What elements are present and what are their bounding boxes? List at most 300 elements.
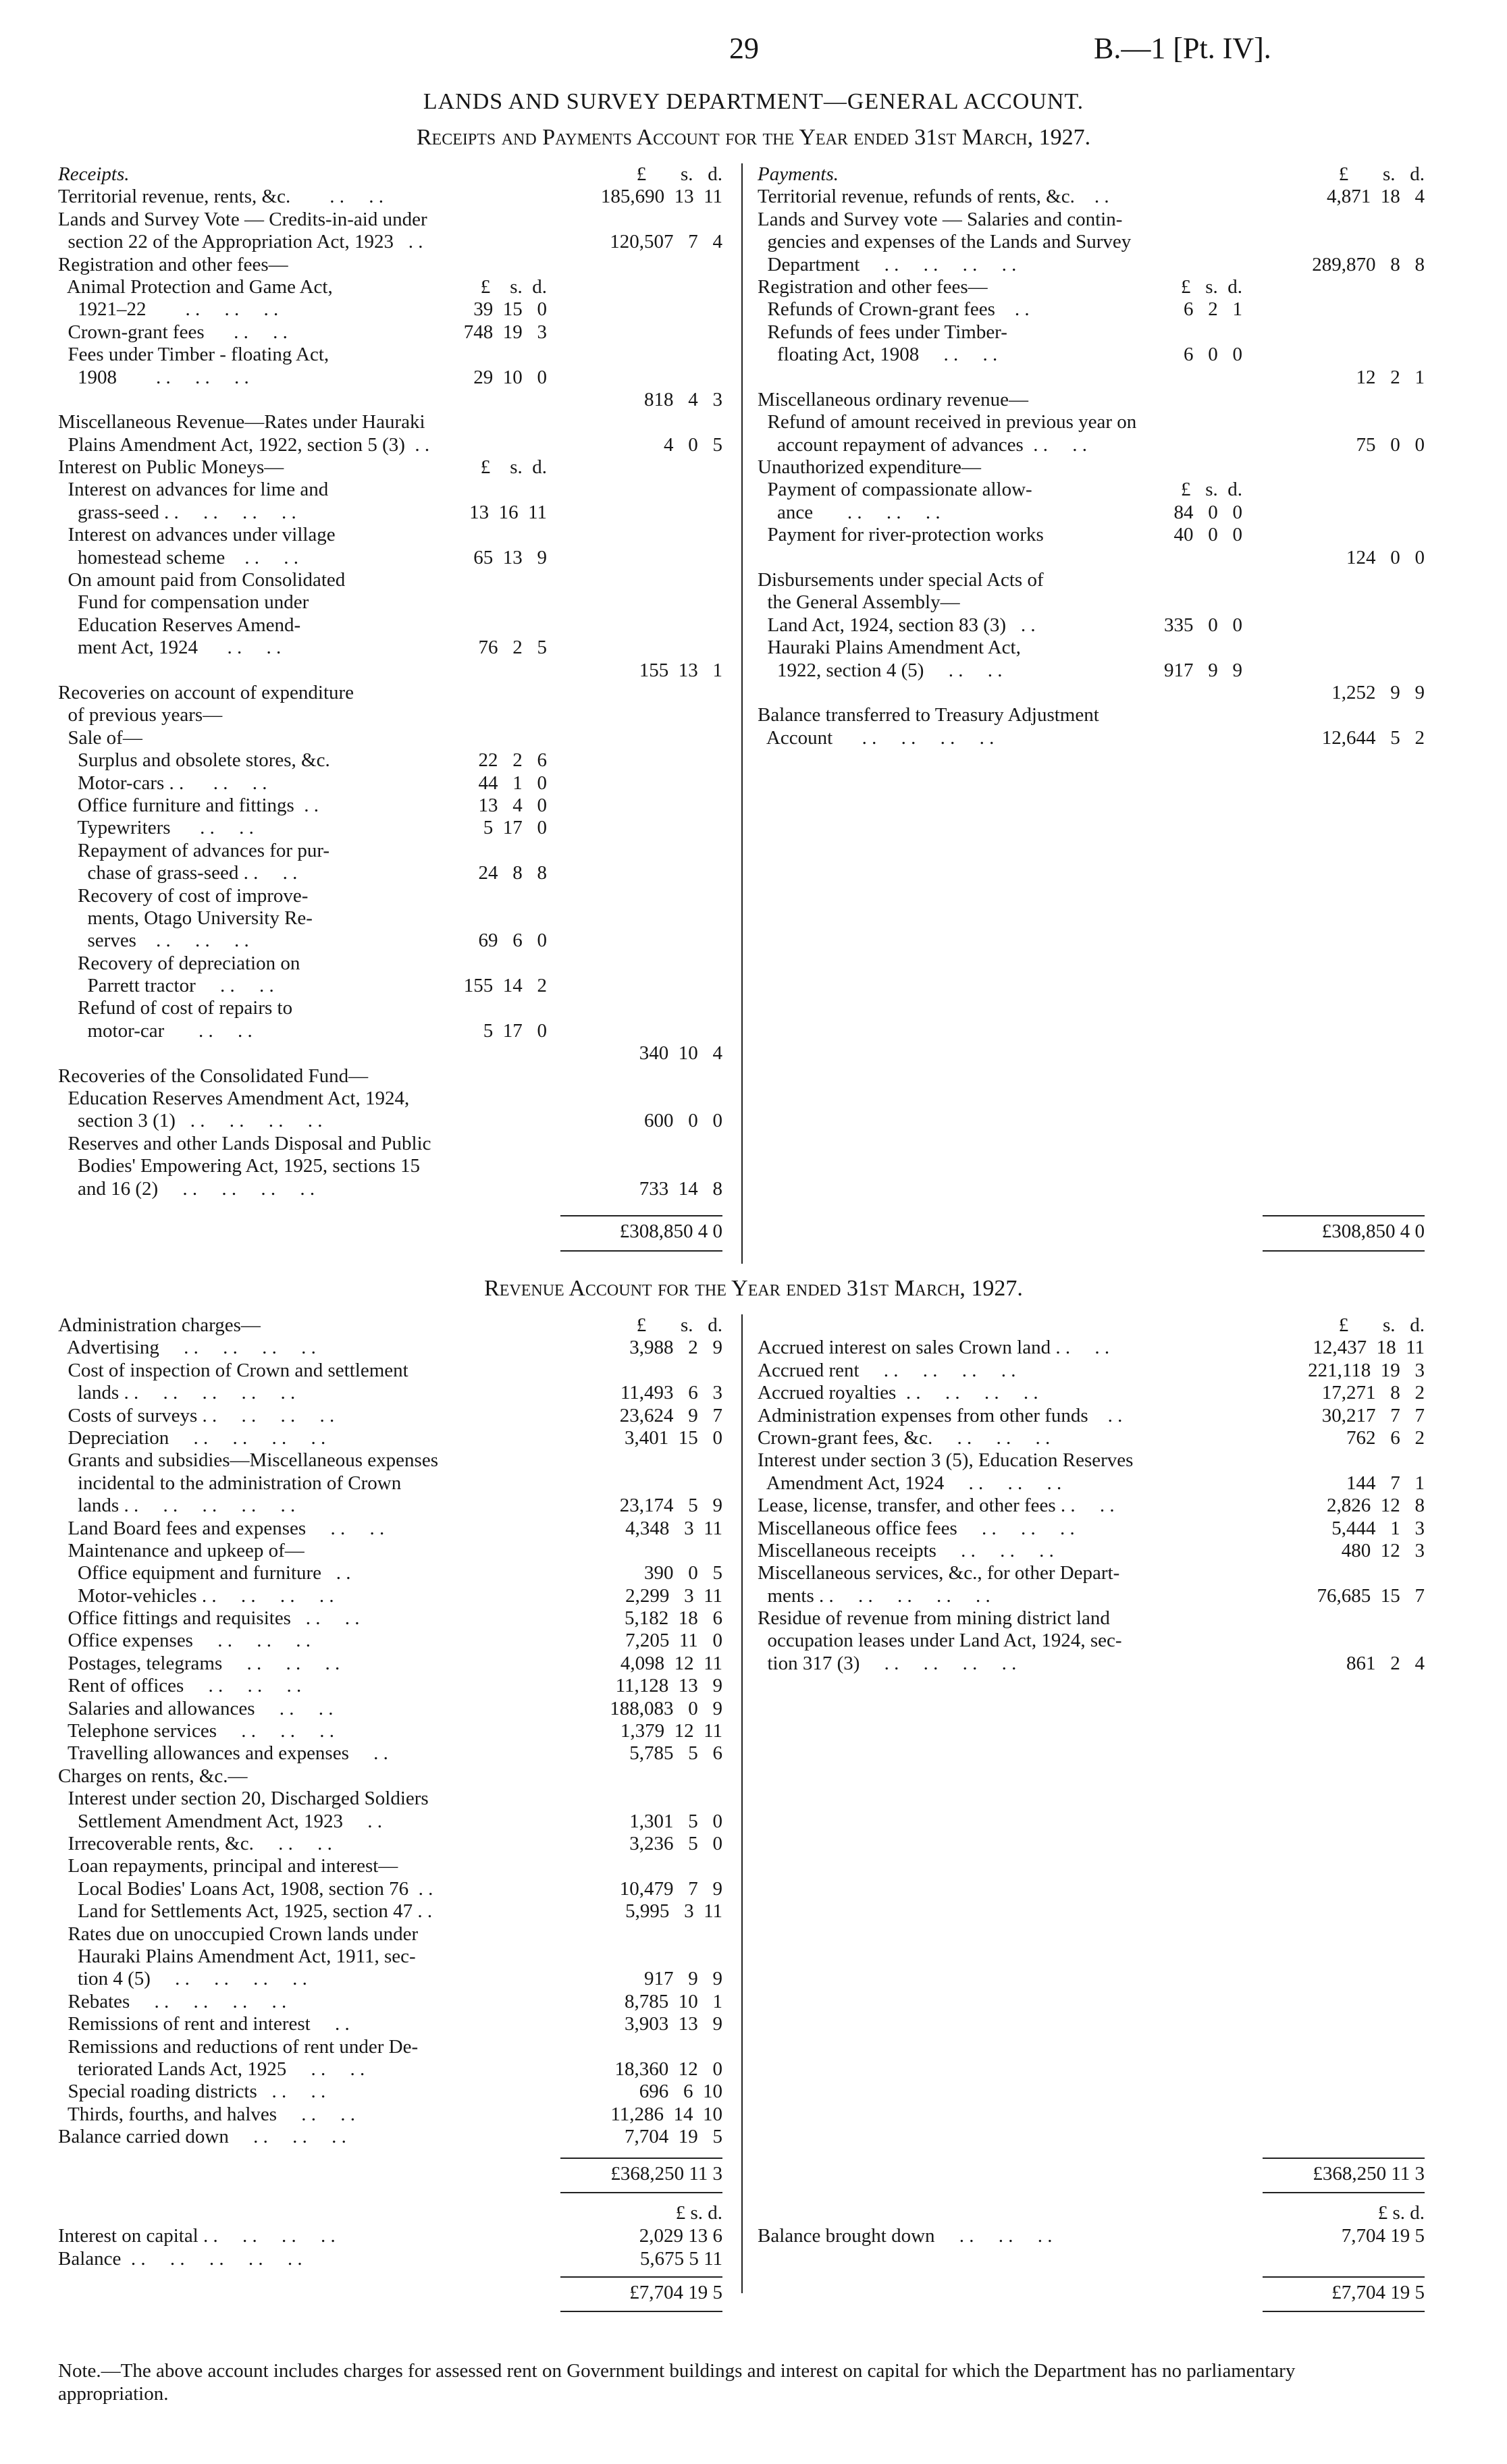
receipt-sub-amount: 29 10 0 xyxy=(473,366,547,388)
receipt-line: Lands and Survey Vote — Credits-in-aid under xyxy=(58,208,427,230)
payment-amount xyxy=(1263,524,1425,546)
revenue-debit-amount-column xyxy=(560,1314,722,2148)
revenue-credit-amount: 17,271 8 2 xyxy=(1321,1382,1425,1404)
revenue-debit-line: teriorated Lands Act, 1925 . . . . xyxy=(58,2058,365,2080)
payment-sub-amount xyxy=(1128,569,1242,591)
revenue-debit-total-underline xyxy=(560,2192,722,2193)
receipt-sub-amount xyxy=(432,660,547,682)
column-divider xyxy=(741,163,743,1264)
receipt-amount xyxy=(560,209,722,231)
receipt-line: homestead scheme . . . . xyxy=(58,546,298,568)
payment-line: gencies and expenses of the Lands and Survey xyxy=(758,231,1132,253)
revenue-debit-amount xyxy=(560,1472,722,1495)
revenue-debit-amount: 696 6 10 xyxy=(639,2081,722,2103)
receipt-sub-amount: £ s. d. xyxy=(480,456,547,479)
receipt-sub-amount xyxy=(432,953,547,975)
receipt-amount xyxy=(560,502,722,524)
receipt-amount xyxy=(560,795,722,817)
receipt-line: Repayment of advances for pur- xyxy=(58,839,330,861)
receipt-sub-amount xyxy=(432,344,547,366)
balance-label: Balance . . . . . . . . . . xyxy=(58,2248,302,2270)
receipt-sub-amount xyxy=(432,1065,547,1088)
payment-amount xyxy=(1263,456,1425,479)
receipt-amount: 818 4 3 xyxy=(644,388,722,410)
page-number: 29 xyxy=(729,32,759,65)
revenue-credit-amount: 762 6 2 xyxy=(1346,1426,1425,1449)
receipt-line: 1908 . . . . . . xyxy=(58,366,249,388)
receipt-amount xyxy=(560,975,722,997)
payment-amount: 4,871 18 4 xyxy=(1327,186,1425,208)
revenue-credit-line xyxy=(758,1314,1244,1337)
revenue-credit-line: occupation leases under Land Act, 1924, sec- xyxy=(758,1630,1122,1652)
revenue-debit-line: Cost of inspection of Crown and settlement xyxy=(58,1359,408,1381)
payment-line: Lands and Survey vote — Salaries and contin- xyxy=(758,208,1123,230)
revenue-debit-line: Interest under section 20, Discharged Soldiers xyxy=(58,1788,429,1810)
receipt-line: Recoveries of the Consolidated Fund— xyxy=(58,1065,369,1087)
revenue-credit-text-column xyxy=(758,1314,1244,1675)
revenue-debit-line: Costs of surveys . . . . . . . . xyxy=(58,1404,335,1426)
receipt-line: Fees under Timber - floating Act, xyxy=(58,344,329,366)
revenue-debit-line: Office fittings and requisites . . . . xyxy=(58,1607,360,1630)
revenue-credit-total-underline xyxy=(1263,2192,1425,2193)
receipt-amount xyxy=(560,479,722,501)
receipt-amount xyxy=(560,727,722,749)
receipt-amount xyxy=(560,772,722,795)
receipts-total-rule xyxy=(560,1215,722,1216)
receipt-sub-amount xyxy=(432,389,547,411)
receipt-sub-amount: 69 6 0 xyxy=(478,930,547,952)
revenue-debit-line: Office equipment and furniture . . xyxy=(58,1562,351,1584)
revenue-debit-amount: 917 9 9 xyxy=(644,1968,722,1990)
receipt-line: Education Reserves Amend- xyxy=(58,614,301,636)
footnote: Note.—The above account includes charges for assessed rent on Government buildings and interest on capital for which the Department has no parliamentary appropriation. xyxy=(58,2360,1296,2405)
revenue-debit-amount: 3,903 13 9 xyxy=(625,2013,722,2035)
payment-amount xyxy=(1263,411,1425,433)
revenue-debit-amount xyxy=(560,2036,722,2058)
receipt-line: Interest on advances under village xyxy=(58,524,336,546)
receipt-amount xyxy=(560,524,722,546)
receipt-amount xyxy=(560,367,722,389)
balance-brought-head: £ s. d. xyxy=(1377,2202,1425,2224)
payment-sub-amount xyxy=(1128,367,1242,389)
receipt-sub-amount xyxy=(432,591,547,614)
revenue-credit-total: £368,250 11 3 xyxy=(1313,2163,1425,2185)
receipt-sub-amount xyxy=(432,907,547,930)
balance-brought-down-amount: 7,704 19 5 xyxy=(1341,2225,1425,2247)
receipt-sub-amount: 65 13 9 xyxy=(473,546,547,568)
receipt-line: Interest on advances for lime and xyxy=(58,479,329,501)
payment-sub-amount: 6 0 0 xyxy=(1184,344,1242,366)
payment-sub-amount: 6 2 1 xyxy=(1184,298,1242,321)
revenue-debit-amount: 5,785 5 6 xyxy=(629,1742,722,1765)
revenue-debit-line: Office expenses . . . . . . xyxy=(58,1630,311,1652)
receipt-sub-amount xyxy=(432,524,547,546)
payment-amount: 12 2 1 xyxy=(1356,366,1425,388)
receipt-amount xyxy=(560,930,722,952)
revenue-debit-line: Telephone services . . . . . . xyxy=(58,1720,334,1742)
receipt-line: motor-car . . . . xyxy=(58,1019,253,1042)
receipt-sub-amount: 44 1 0 xyxy=(478,772,547,794)
revenue-credit-amount xyxy=(1263,1562,1425,1584)
interest-head: £ s. d. xyxy=(675,2202,722,2224)
receipt-line: Bodies' Empowering Act, 1925, sections 15 xyxy=(58,1155,421,1177)
receipt-line: On amount paid from Consolidated xyxy=(58,569,346,591)
revenue-debit-line: incidental to the administration of Crown xyxy=(58,1472,402,1494)
receipt-amount: 185,690 13 11 xyxy=(600,186,722,208)
payment-line: floating Act, 1908 . . . . xyxy=(758,344,998,366)
payment-sub-amount: 84 0 0 xyxy=(1173,501,1242,523)
receipt-amount xyxy=(560,276,722,298)
receipts-total: £308,850 4 0 xyxy=(619,1221,722,1242)
payment-line xyxy=(758,682,1244,704)
receipt-amount xyxy=(560,953,722,975)
payment-amount xyxy=(1263,389,1425,411)
payment-sub-amount xyxy=(1128,591,1242,614)
revenue-debit-amount: 5,182 18 6 xyxy=(625,1607,722,1630)
payment-sub-amount xyxy=(1128,209,1242,231)
receipt-amount xyxy=(560,840,722,862)
payments-sub-amount-column xyxy=(1128,163,1242,682)
receipt-line: Registration and other fees— xyxy=(58,253,288,275)
receipt-amount xyxy=(560,254,722,276)
receipt-line: Office furniture and fittings . . xyxy=(58,794,319,816)
receipt-line: Refund of cost of repairs to xyxy=(58,997,293,1019)
receipt-sub-amount xyxy=(432,411,547,433)
payment-amount xyxy=(1263,344,1425,366)
payment-amount: 75 0 0 xyxy=(1356,433,1425,456)
revenue-debit-amount: 23,624 9 7 xyxy=(619,1404,722,1426)
payment-amount xyxy=(1263,502,1425,524)
revenue-credit-amount: 2,826 12 8 xyxy=(1327,1495,1425,1517)
payment-sub-amount: 917 9 9 xyxy=(1164,659,1242,681)
payment-sub-amount: £ s. d. xyxy=(1180,275,1242,298)
receipt-sub-amount: 76 2 5 xyxy=(478,637,547,659)
receipt-line: Plains Amendment Act, 1922, section 5 (3) . . xyxy=(58,433,430,456)
receipt-line: section 3 (1) . . . . . . . . xyxy=(58,1110,323,1132)
receipt-line: Sale of— xyxy=(58,726,142,749)
revenue-debit-line: Maintenance and upkeep of— xyxy=(58,1539,305,1561)
payment-line: Payment of compassionate allow- xyxy=(758,479,1032,501)
revenue-debit-amount: 3,401 15 0 xyxy=(625,1426,722,1449)
revenue-credit-amount: 30,217 7 7 xyxy=(1321,1404,1425,1426)
revenue-credit-amount: 12,437 18 11 xyxy=(1313,1337,1425,1359)
revenue-debit-amount: 4,098 12 11 xyxy=(620,1652,722,1674)
revenue-credit-amount: 221,118 19 3 xyxy=(1308,1359,1425,1381)
receipt-sub-amount: 13 16 11 xyxy=(469,501,547,523)
receipt-sub-amount xyxy=(432,1042,547,1065)
revenue-account-title: Revenue Account for the Year ended 31st March, 1927. xyxy=(484,1276,1023,1301)
receipt-sub-amount: 13 4 0 xyxy=(478,794,547,816)
receipt-sub-amount: 39 15 0 xyxy=(473,298,547,321)
revenue-debit-line: Grants and subsidies—Miscellaneous expenses xyxy=(58,1449,438,1472)
payment-line: the General Assembly— xyxy=(758,591,960,614)
revenue-debit-line: Travelling allowances and expenses . . xyxy=(58,1742,388,1765)
payment-amount xyxy=(1263,704,1425,726)
receipt-sub-amount: 5 17 0 xyxy=(483,817,547,839)
receipt-sub-amount xyxy=(432,1178,547,1200)
revenue-credit-line: Amendment Act, 1924 . . . . . . xyxy=(758,1472,1062,1494)
payment-line: Refund of amount received in previous year on xyxy=(758,411,1137,433)
revenue-debit-amount: 11,128 13 9 xyxy=(615,1675,722,1697)
receipts-amount-column xyxy=(560,163,722,1200)
revenue-debit-amount xyxy=(560,1765,722,1788)
revenue-credit-amount xyxy=(1263,1630,1425,1652)
payment-amount xyxy=(1263,479,1425,501)
receipts-sub-amount-column xyxy=(432,163,547,1200)
revenue-credit-line: Lease, license, transfer, and other fees . . . . xyxy=(758,1495,1115,1517)
revenue-debit-amount: £ s. d. xyxy=(636,1314,722,1336)
second-credit-rule xyxy=(1263,2276,1425,2278)
revenue-credit-line: Accrued interest on sales Crown land . . . . xyxy=(758,1337,1110,1359)
revenue-debit-line: Postages, telegrams . . . . . . xyxy=(58,1652,340,1674)
receipt-amount: 733 14 8 xyxy=(639,1177,722,1200)
receipt-line: ment Act, 1924 . . . . xyxy=(58,637,282,659)
revenue-credit-line: Crown-grant fees, &c. . . . . . . xyxy=(758,1426,1051,1449)
revenue-credit-amount xyxy=(1263,1449,1425,1472)
payment-sub-amount xyxy=(1128,434,1242,456)
payment-amount xyxy=(1263,637,1425,659)
revenue-debit-amount: 1,379 12 11 xyxy=(620,1720,722,1742)
revenue-credit-line: Accrued rent . . . . . . . . xyxy=(758,1359,1016,1381)
receipt-sub-amount xyxy=(432,434,547,456)
revenue-debit-amount xyxy=(560,1360,722,1382)
receipt-amount xyxy=(560,1065,722,1088)
revenue-debit-line: lands . . . . . . . . . . xyxy=(58,1495,296,1517)
revenue-credit-line: Miscellaneous receipts . . . . . . xyxy=(758,1539,1054,1561)
revenue-credit-amount-column xyxy=(1263,1314,1425,1675)
receipt-amount xyxy=(560,298,722,321)
revenue-debit-line: Advertising . . . . . . . . xyxy=(58,1337,316,1359)
revenue-debit-amount xyxy=(560,1449,722,1472)
payment-sub-amount xyxy=(1128,637,1242,659)
payment-amount xyxy=(1263,276,1425,298)
payment-line: 1922, section 4 (5) . . . . xyxy=(758,659,1003,681)
revenue-credit-line: Miscellaneous office fees . . . . . . xyxy=(758,1517,1075,1539)
receipt-amount xyxy=(560,1020,722,1042)
revenue-debit-amount: 7,205 11 0 xyxy=(625,1630,722,1652)
receipt-sub-amount xyxy=(432,186,547,208)
receipt-amount: 155 13 1 xyxy=(639,659,722,681)
receipt-line: Recoveries on account of expenditure xyxy=(58,681,354,703)
receipt-sub-amount: 748 19 3 xyxy=(463,321,547,343)
receipt-amount xyxy=(560,547,722,569)
revenue-debit-amount xyxy=(560,1540,722,1562)
revenue-debit-line: Depreciation . . . . . . . . xyxy=(58,1426,326,1449)
receipts-total-underline xyxy=(560,1250,722,1252)
revenue-debit-line: Balance carried down . . . . . . xyxy=(58,2126,346,2148)
revenue-credit-line: tion 317 (3) . . . . . . . . xyxy=(758,1652,1017,1674)
revenue-debit-amount xyxy=(560,1946,722,1968)
payment-amount xyxy=(1263,231,1425,253)
receipt-sub-amount xyxy=(432,704,547,726)
receipt-amount xyxy=(560,862,722,884)
balance-amount: 5,675 5 11 xyxy=(639,2248,722,2270)
receipt-sub-amount xyxy=(432,727,547,749)
payment-amount xyxy=(1263,660,1425,682)
payment-amount: 289,870 8 8 xyxy=(1312,253,1425,275)
receipt-amount xyxy=(560,614,722,637)
payment-line: Refunds of Crown-grant fees . . xyxy=(758,298,1030,321)
payment-line: Territorial revenue, refunds of rents, &c. . . xyxy=(758,186,1109,208)
revenue-debit-amount: 18,360 12 0 xyxy=(614,2058,722,2080)
revenue-debit-line: Rates due on unoccupied Crown lands under xyxy=(58,1923,419,1945)
revenue-debit-amount xyxy=(560,1788,722,1810)
payment-amount xyxy=(1263,321,1425,344)
payment-sub-amount xyxy=(1128,456,1242,479)
receipt-amount xyxy=(560,569,722,591)
revenue-debit-line: Local Bodies' Loans Act, 1908, section 76 . . xyxy=(58,1877,433,1900)
receipt-sub-amount xyxy=(432,254,547,276)
revenue-credit-line: Interest under section 3 (5), Education Reserves xyxy=(758,1449,1134,1472)
payments-amount-column xyxy=(1263,163,1425,749)
receipt-amount: 340 10 4 xyxy=(639,1042,722,1065)
revenue-credit-amount xyxy=(1263,1607,1425,1630)
receipt-amount: 600 0 0 xyxy=(644,1110,722,1132)
payment-line: Payments. xyxy=(758,163,839,185)
receipt-amount xyxy=(560,817,722,839)
receipt-line: Territorial revenue, rents, &c. . . . . xyxy=(58,186,384,208)
receipt-amount xyxy=(560,997,722,1019)
receipts-payments-title: Receipts and Payments Account for the Year ended 31st March, 1927. xyxy=(416,125,1091,150)
receipt-sub-amount xyxy=(432,1133,547,1155)
payment-sub-amount xyxy=(1128,321,1242,344)
revenue-debit-amount xyxy=(560,1923,722,1946)
revenue-debit-amount: 11,493 6 3 xyxy=(620,1382,722,1404)
receipt-sub-amount xyxy=(432,614,547,637)
revenue-credit-line: ments . . . . . . . . . . xyxy=(758,1584,990,1607)
receipt-line: grass-seed . . . . . . . . xyxy=(58,501,296,523)
receipt-line: Receipts. xyxy=(58,163,130,185)
revenue-credit-amount: 861 2 4 xyxy=(1346,1652,1425,1674)
receipt-amount xyxy=(560,907,722,930)
payments-total: £308,850 4 0 xyxy=(1321,1221,1425,1242)
balance-brought-down-label: Balance brought down . . . . . . xyxy=(758,2225,1053,2247)
payment-sub-amount xyxy=(1128,411,1242,433)
receipt-amount xyxy=(560,749,722,772)
revenue-debit-line: Hauraki Plains Amendment Act, 1911, sec- xyxy=(58,1945,416,1967)
revenue-debit-amount: 5,995 3 11 xyxy=(625,1900,722,1923)
revenue-debit-line: Motor-vehicles . . . . . . . . xyxy=(58,1584,334,1607)
receipt-sub-amount xyxy=(432,231,547,253)
payment-line: Balance transferred to Treasury Adjustment xyxy=(758,704,1099,726)
revenue-debit-text-column xyxy=(58,1314,558,2148)
payment-line: Unauthorized expenditure— xyxy=(758,456,981,479)
payment-amount: 124 0 0 xyxy=(1346,546,1425,568)
revenue-debit-line: Salaries and allowances . . . . xyxy=(58,1697,334,1719)
revenue-debit-line: Special roading districts . . . . xyxy=(58,2081,326,2103)
receipt-line: chase of grass-seed . . . . xyxy=(58,862,298,884)
revenue-credit-line: Residue of revenue from mining district land xyxy=(758,1607,1110,1630)
receipt-line: Education Reserves Amendment Act, 1924, xyxy=(58,1088,410,1110)
receipt-amount xyxy=(560,411,722,433)
interest-on-capital-label: Interest on capital . . . . . . . . xyxy=(58,2225,336,2247)
receipt-sub-amount xyxy=(432,1110,547,1132)
receipt-line: Recovery of depreciation on xyxy=(58,952,300,974)
receipt-sub-amount: 22 2 6 xyxy=(478,749,547,772)
receipt-sub-amount: £ s. d. xyxy=(480,275,547,298)
revenue-credit-total-rule xyxy=(1263,2158,1425,2159)
receipt-line: Crown-grant fees . . . . xyxy=(58,321,288,343)
revenue-debit-line: Irrecoverable rents, &c. . . . . xyxy=(58,1832,332,1854)
second-debit-rule xyxy=(560,2276,722,2278)
receipt-amount xyxy=(560,704,722,726)
payment-sub-amount xyxy=(1128,231,1242,253)
receipt-line: serves . . . . . . xyxy=(58,930,249,952)
document-reference: B.—1 [Pt. IV]. xyxy=(1094,32,1271,65)
payment-amount xyxy=(1263,298,1425,321)
interest-on-capital-amount: 2,029 13 6 xyxy=(639,2225,722,2247)
revenue-credit-amount: 480 12 3 xyxy=(1341,1539,1425,1561)
receipt-amount xyxy=(560,591,722,614)
revenue-debit-line: Remissions and reductions of rent under De- xyxy=(58,2035,419,2058)
receipt-sub-amount xyxy=(432,1088,547,1110)
receipt-line: Parrett tractor . . . . xyxy=(58,975,274,997)
receipt-amount xyxy=(560,456,722,479)
payment-line: Refunds of fees under Timber- xyxy=(758,321,1007,343)
receipt-sub-amount xyxy=(432,569,547,591)
payments-total-rule xyxy=(1263,1215,1425,1216)
revenue-debit-line: Land Board fees and expenses . . . . xyxy=(58,1517,385,1539)
second-credit-underline xyxy=(1263,2311,1425,2312)
receipt-line: section 22 of the Appropriation Act, 1923 . . xyxy=(58,231,423,253)
revenue-debit-line: Rebates . . . . . . . . xyxy=(58,1990,287,2012)
revenue-credit-line: Miscellaneous services, &c., for other Depart- xyxy=(758,1562,1120,1584)
receipt-sub-amount xyxy=(432,479,547,501)
revenue-debit-amount: 8,785 10 1 xyxy=(625,1990,722,2012)
receipt-amount xyxy=(560,1155,722,1177)
revenue-debit-line: Administration charges— xyxy=(58,1314,261,1336)
revenue-debit-line: Settlement Amendment Act, 1923 . . xyxy=(58,1810,383,1832)
receipt-line: Interest on Public Moneys— xyxy=(58,456,284,479)
revenue-credit-line: Administration expenses from other funds . . xyxy=(758,1404,1123,1426)
receipt-sub-amount xyxy=(432,682,547,704)
payment-line: Department . . . . . . . . xyxy=(758,253,1017,275)
payment-sub-amount xyxy=(1128,254,1242,276)
payment-sub-amount: 40 0 0 xyxy=(1173,524,1242,546)
receipt-sub-amount xyxy=(432,997,547,1019)
payment-sub-amount: 335 0 0 xyxy=(1164,614,1242,636)
revenue-credit-amount: 144 7 1 xyxy=(1346,1472,1425,1494)
payment-line: Miscellaneous ordinary revenue— xyxy=(758,388,1029,410)
revenue-credit-amount: £ s. d. xyxy=(1338,1314,1425,1336)
revenue-debit-amount xyxy=(560,1855,722,1877)
payment-sub-amount xyxy=(1128,389,1242,411)
revenue-debit-line: Thirds, fourths, and halves . . . . xyxy=(58,2103,356,2125)
revenue-debit-amount: 11,286 14 10 xyxy=(610,2103,722,2125)
receipt-line: Typewriters . . . . xyxy=(58,817,254,839)
revenue-debit-amount: 23,174 5 9 xyxy=(619,1495,722,1517)
payment-sub-amount: £ s. d. xyxy=(1180,479,1242,501)
receipt-amount: £ s. d. xyxy=(636,163,722,185)
second-credit-total: £7,704 19 5 xyxy=(1331,2282,1425,2303)
revenue-debit-amount: 7,704 19 5 xyxy=(625,2126,722,2148)
payment-amount: 12,644 5 2 xyxy=(1321,726,1425,749)
receipt-sub-amount: 155 14 2 xyxy=(463,975,547,997)
receipt-line: Motor-cars . . . . . . xyxy=(58,772,267,794)
payment-line: ance . . . . . . xyxy=(758,501,941,523)
receipt-sub-amount xyxy=(432,163,547,186)
payment-line: Payment for river-protection works xyxy=(758,524,1044,546)
revenue-debit-amount: 1,301 5 0 xyxy=(629,1810,722,1832)
second-debit-underline xyxy=(560,2311,722,2312)
revenue-debit-line: Loan repayments, principal and interest— xyxy=(58,1855,398,1877)
receipt-line: 1921–22 . . . . . . xyxy=(58,298,279,321)
department-title: LANDS AND SURVEY DEPARTMENT—GENERAL ACCOUNT. xyxy=(423,89,1084,114)
revenue-debit-amount: 2,299 3 11 xyxy=(625,1584,722,1607)
receipt-sub-amount: 24 8 8 xyxy=(478,862,547,884)
receipt-line: Reserves and other Lands Disposal and Public xyxy=(58,1132,431,1154)
revenue-debit-total: £368,250 11 3 xyxy=(610,2163,722,2185)
